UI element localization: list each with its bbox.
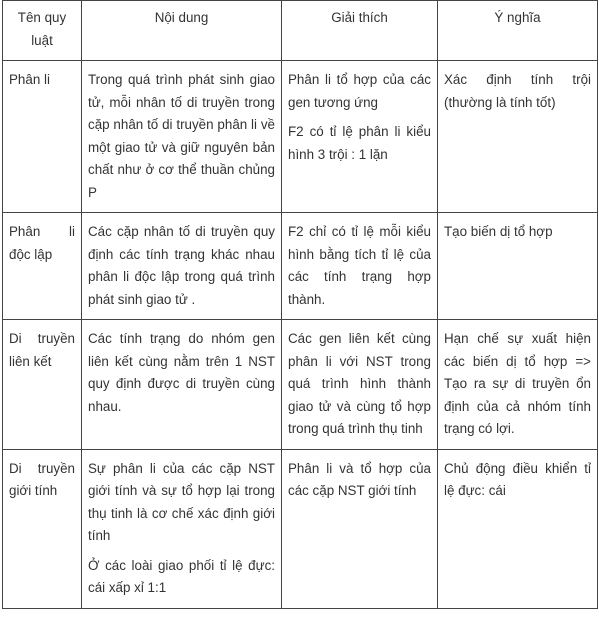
law-name: Phân li độc lập [3,213,82,320]
table-row [3,449,598,608]
law-name: Di truyền liên kết [3,320,82,450]
law-name: Phân li [3,61,82,213]
header-law: Tên quy luật [3,1,82,61]
law-content: Các tính trạng do nhóm gen liên kết cùng nằm trên 1 NST quy định được di truyền cùng nhau. [82,320,282,450]
law-explanation: Phân li tổ hợp của các gen tương ứng F2 có tỉ lệ phân li kiểu hình 3 trội : 1 lặn [282,61,438,213]
law-meaning: Hạn chế sự xuất hiện các biến dị tổ hợp => Tạo ra sự di truyền ổn định của cả nhóm tính trạng có lợi. [438,320,598,450]
header-meaning: Ý nghĩa [438,1,598,61]
law-meaning: Tạo biến dị tổ hợp [438,213,598,320]
law-meaning: Xác định tính trội (thường là tính tốt) [438,61,598,213]
law-content: Trong quá trình phát sinh giao tử, mỗi nhân tố di truyền trong cặp nhân tố di truyền phân li về một giao tử và giữ nguyên bản chất như ở cơ thể thuần chủng P [82,61,282,213]
header-content: Nội dung [82,1,282,61]
law-content: Các cặp nhân tố di truyền quy định các tính trạng khác nhau phân li độc lập trong quá trình phát sinh giao tử . [82,213,282,320]
table-row [3,213,598,320]
header-explanation: Giải thích [282,1,438,61]
law-content: Sự phân li của các cặp NST giới tính và sự tổ hợp lại trong thụ tinh là cơ chế xác định giới tính Ở các loài giao phối tỉ lệ đực: cái xấp xỉ 1:1 [82,449,282,608]
table-row [3,61,598,213]
table-row [3,320,598,450]
law-explanation: F2 chỉ có tỉ lệ mỗi kiểu hình bằng tích tỉ lệ của các tính trạng hợp thành. [282,213,438,320]
law-meaning: Chủ động điều khiển tỉ lệ đực: cái [438,449,598,608]
law-explanation: Các gen liên kết cùng phân li với NST trong quá trình hình thành giao tử và cùng tổ hợp trong quá trình thụ tinh [282,320,438,450]
genetics-laws-table [2,0,598,609]
header-row [3,1,598,61]
law-name: Di truyền giới tính [3,449,82,608]
law-explanation: Phân li và tổ hợp của các cặp NST giới tính [282,449,438,608]
